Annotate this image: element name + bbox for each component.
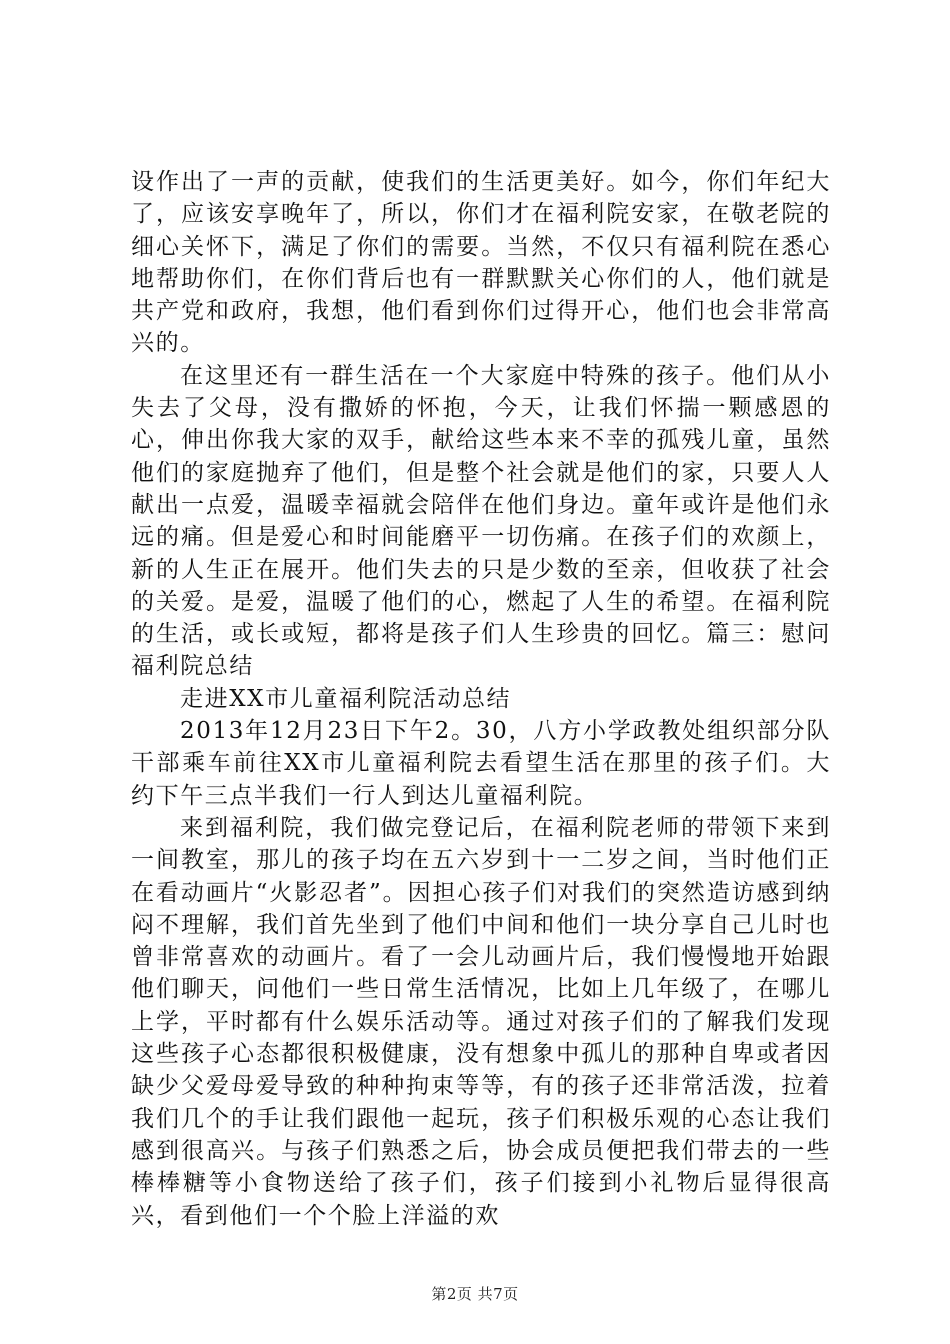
paragraph-3: 2013年12月23日下午2。30，八方小学政教处组织部分队干部乘车前往XX市儿童福利院去看望生活在那里的孩子们。大约下午三点半我们一行人到达儿童福利院。 (131, 718, 831, 809)
paragraph-4: 来到福利院，我们做完登记后，在福利院老师的带领下来到一间教室，那儿的孩子均在五六岁到十一二岁之间，当时他们正在看动画片“火影忍者”。因担心孩子们对我们的突然造访感到纳闷不理解，我们首先坐到了他们中间和他们一块分享自己儿时也曾非常喜欢的动画片。看了一会儿动画片后，我们慢慢地开始跟他们聊天，问他们一些日常生活情况，比如上几年级了，在哪儿上学，平时都有什么娱乐活动等。通过对孩子们的了解我们发现这些孩子心态都很积极健康，没有想象中孤儿的那种自卑或者因缺少父爱母爱导致的种种拘束等等，有的孩子还非常活泼，拉着我们几个的手让我们跟他一起玩，孩子们积极乐观的心态让我们感到很高兴。与孩子们熟悉之后，协会成员便把我们带去的一些棒棒糖等小食物送给了孩子们，孩子们接到小礼物后显得很高兴，看到他们一个个脸上洋溢的欢 (131, 814, 831, 1229)
page-number-footer: 第2页 共7页 (431, 1285, 519, 1303)
paragraph-1: 设作出了一声的贡献，使我们的生活更美好。如今，你们年纪大了，应该安享晚年了，所以，你们才在福利院安家，在敬老院的细心关怀下，满足了你们的需要。当然，不仅只有福利院在悉心地帮助你们，在你们背后也有一群默默关心你们的人，他们就是共产党和政府，我想，他们看到你们过得开心，他们也会非常高兴的。 (131, 169, 831, 357)
document-body (131, 166, 831, 1232)
section-title: 走进XX市儿童福利院活动总结 (180, 685, 512, 712)
paragraph-2: 在这里还有一群生活在一个大家庭中特殊的孩子。他们从小失去了父母，没有撒娇的怀抱，今天，让我们怀揣一颗感恩的心，伸出你我大家的双手，献给这些本来不幸的孤残儿童，虽然他们的家庭抛弃了他们，但是整个社会就是他们的家，只要人人献出一点爱，温暖幸福就会陪伴在他们身边。童年或许是他们永远的痛。但是爱心和时间能磨平一切伤痛。在孩子们的欢颜上，新的人生正在展开。他们失去的只是少数的至亲，但收获了社会的关爱。是爱，温暖了他们的心，燃起了人生的希望。在福利院的生活，或长或短，都将是孩子们人生珍贵的回忆。篇三：慰问福利院总结 (131, 362, 831, 680)
